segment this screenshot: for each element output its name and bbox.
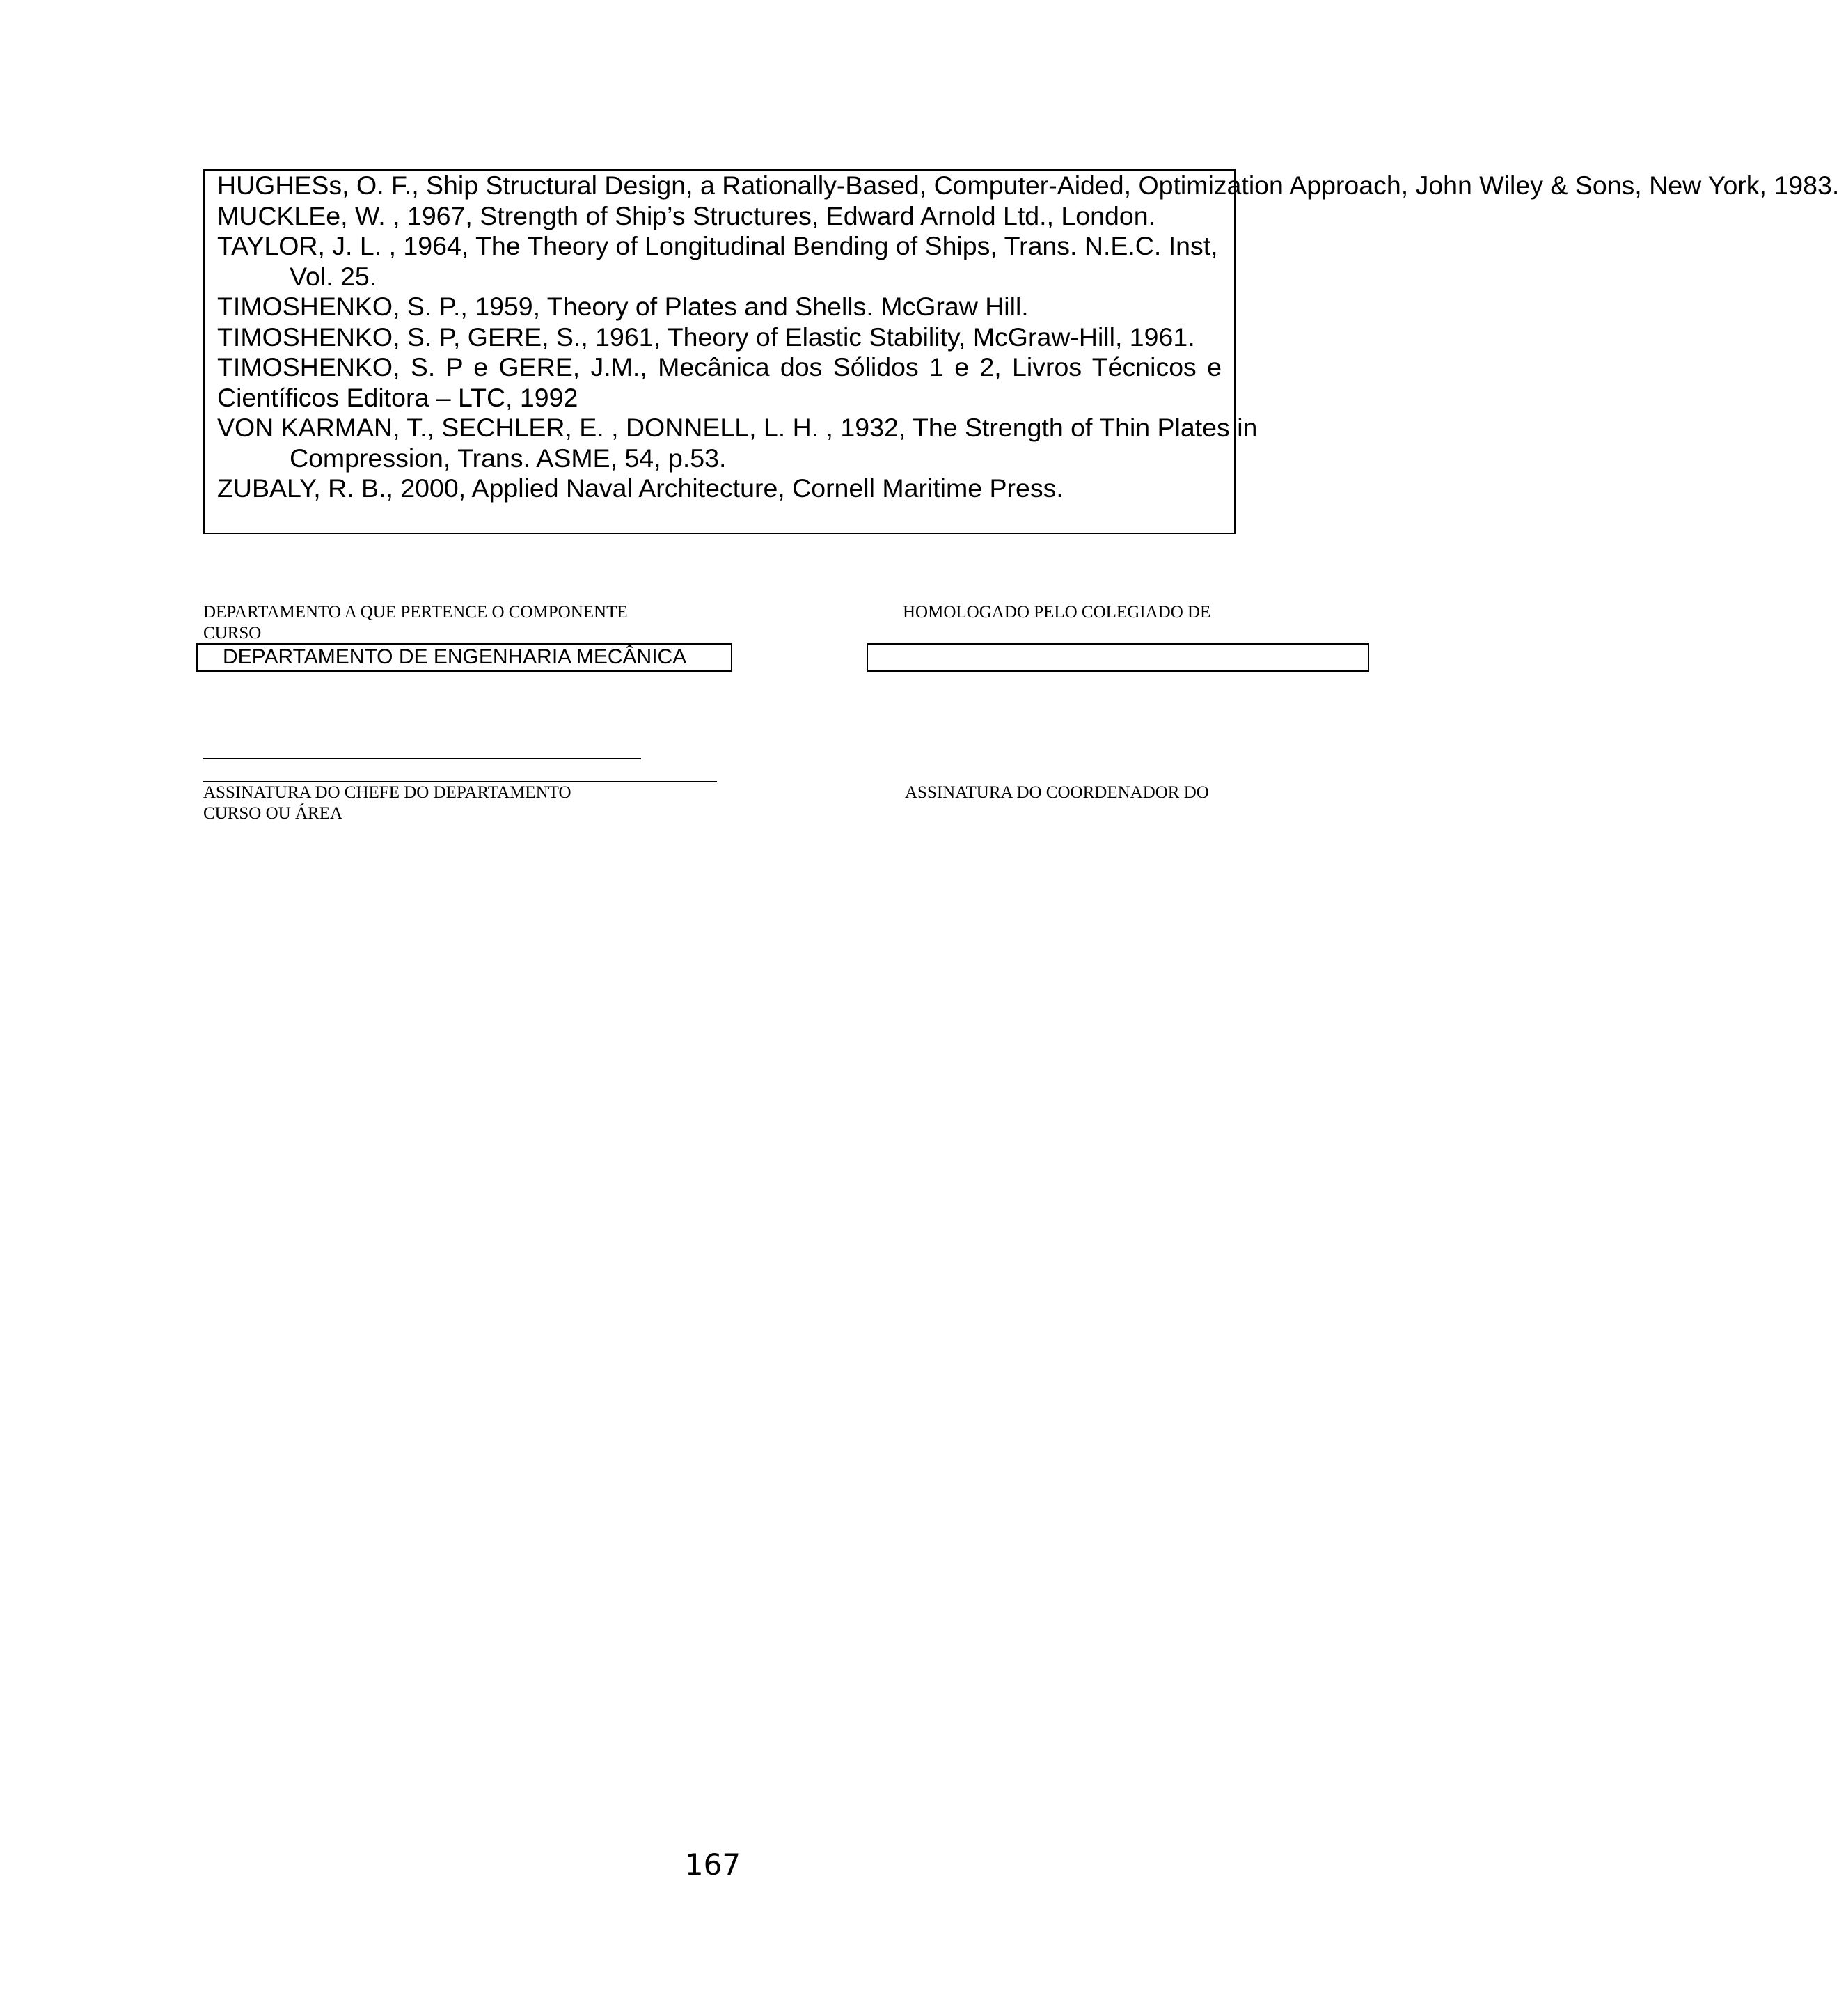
reference-item: ZUBALY, R. B., 2000, Applied Naval Architecture, Cornell Maritime Press. xyxy=(217,473,1064,503)
department-label: DEPARTAMENTO A QUE PERTENCE O COMPONENTE CURSO xyxy=(203,603,628,643)
coordinator-signature-label: ASSINATURA DO COORDENADOR DO xyxy=(905,783,1209,802)
homologation-label: HOMOLOGADO PELO COLEGIADO DE xyxy=(903,603,1211,622)
reference-item: TIMOSHENKO, S. P e GERE, J.M., Mecânica dos Sólidos 1 e 2, Livros Técnicos e Científicos Editora – LTC, 1992 xyxy=(217,352,1222,412)
reference-item: HUGHESs, O. F., Ship Structural Design, a Rationally-Based, Computer-Aided, Optimization Approach, John Wiley & Sons, New York, 1983. xyxy=(217,171,1839,200)
reference-item: TIMOSHENKO, S. P., 1959, Theory of Plates and Shells. McGraw Hill. xyxy=(217,292,1029,321)
references-box xyxy=(203,169,1839,534)
page-number: 167 xyxy=(684,1848,741,1882)
department-field: DEPARTAMENTO DE ENGENHARIA MECÂNICA xyxy=(196,643,732,672)
signature-line xyxy=(203,758,641,759)
homologation-field xyxy=(867,643,1369,672)
reference-item: TIMOSHENKO, S. P, GERE, S., 1961, Theory of Elastic Stability, McGraw-Hill, 1961. xyxy=(217,322,1195,352)
reference-item: MUCKLEe, W. , 1967, Strength of Ship’s Structures, Edward Arnold Ltd., London. xyxy=(217,200,1155,230)
reference-item: TAYLOR, J. L. , 1964, The Theory of Longitudinal Bending of Ships, Trans. N.E.C. Inst, Vol. 25. xyxy=(217,231,1218,291)
reference-item: VON KARMAN, T., SECHLER, E. , DONNELL, L. H. , 1932, The Strength of Thin Plates in Compression, Trans. ASME, 54, p.53. xyxy=(217,413,1258,473)
chief-signature-label: ASSINATURA DO CHEFE DO DEPARTAMENTO CURSO OU ÁREA xyxy=(203,783,571,823)
references-list xyxy=(217,171,1839,504)
